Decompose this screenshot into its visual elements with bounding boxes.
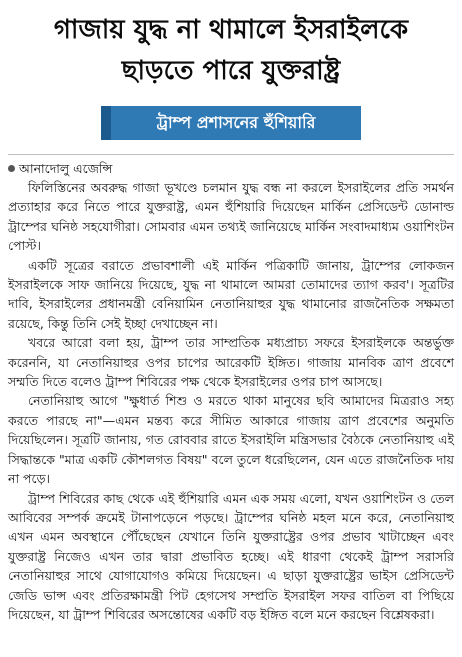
- bullet-icon: [8, 165, 15, 172]
- headline-line-2: ছাড়তে পারে যুক্তরাষ্ট্র: [121, 56, 341, 86]
- subheading: ট্রাম্প প্রশাসনের হুঁশিয়ারি: [101, 106, 362, 140]
- paragraph: একটি সূত্রের বরাতে প্রভাবশালী এই মার্কিন পত্রিকাটি জানায়, ট্রাম্পের লোকজন ইসরাইলকে সাফ জানিয়ে দিয়েছে, যুদ্ধ না থামালে আমরা তোমাদের ত্যাগ করব'। সূত্রটির দাবি, ইসরাইলের প্রধানমন্ত্রী বেনিয়ামিন নেতানিয়াহুর যুদ্ধ থামানোর রাজনৈতিক সক্ষমতা রয়েছে, কিন্তু তিনি সেই ইচ্ছা দেখাচ্ছেন না।: [8, 257, 454, 331]
- article-body: [8, 178, 454, 624]
- headline-line-1: গাজায় যুদ্ধ না থামালে ইসরাইলকে: [53, 15, 409, 45]
- byline: [8, 159, 454, 178]
- divider: [8, 154, 454, 155]
- byline-text: আনাদোলু এজেন্সি: [19, 161, 113, 176]
- subheading-banner: [8, 106, 454, 140]
- headline: [8, 10, 454, 92]
- paragraph: ফিলিস্তিনের অবরুদ্ধ গাজা ভূখণ্ডে চলমান যুদ্ধ বন্ধ না করলে ইসরাইলের প্রতি সমর্থন প্রত্যাহার করে নিতে পারে যুক্তরাষ্ট্র, এমন হুঁশিয়ারি দিয়েছেন মার্কিন প্রেসিডেন্ট ডোনাল্ড ট্রাম্পের ঘনিষ্ঠ সহযোগীরা। সোমবার এমন তথ্যই জানিয়েছে মার্কিন সংবাদমাধ্যম ওয়াশিংটন পোস্ট।: [8, 180, 454, 254]
- paragraph: খবরে আরো বলা হয়, ট্রাম্প তার সাম্প্রতিক মধ্যপ্রাচ্য সফরে ইসরাইলকে অন্তর্ভুক্ত করেননি, যা নেতানিয়াহুর ওপর চাপের আরেকটি ইঙ্গিত। গাজায় মানবিক ত্রাণ প্রবেশে সম্মতি দিতে বলেও ট্রাম্প শিবিরের পক্ষ থেকে ইসরাইলের ওপর চাপ আসছে।: [8, 335, 454, 390]
- paragraph: ট্রাম্প শিবিরের কাছ থেকে এই হুঁশিয়ারি এমন এক সময় এলো, যখন ওয়াশিংটন ও তেল আবিবের সম্পর্ক ক্রমেই টানাপড়েনে পড়ছে। ট্রাম্পের ঘনিষ্ঠ মহল মনে করে, নেতানিয়াহু এখন এমন অবস্থানে পৌঁছেছেন যেখানে তিনি যুক্তরাষ্ট্রের ওপর প্রভাব খাটাচ্ছেন এবং যুক্তরাষ্ট্র নিজেও এখন তার দ্বারা প্রভাবিত হচ্ছে। এই ধারণা থেকেই ট্রাম্প সরাসরি নেতানিয়াহুর সাথে যোগাযোগও কমিয়ে দিয়েছেন। এ ছাড়া যুক্তরাষ্ট্রের ভাইস প্রেসিডেন্ট জেডি ভান্স এবং প্রতিরক্ষামন্ত্রী পিট হেগসেথ সম্প্রতি ইসরাইল সফর বাতিল বা পিছিয়ে দিয়েছেন, যা ট্রাম্প শিবিরের অসন্তোষের একটি বড় ইঙ্গিত বলে মনে করছেন বিশ্লেষকরা।: [8, 490, 454, 622]
- paragraph: নেতানিয়াহু আগে "ক্ষুধার্ত শিশু ও মরতে থাকা মানুষের ছবি আমাদের মিত্ররাও সহ্য করতে পারছে না"—এমন মন্তব্য করে সীমিত আকারে গাজায় ত্রাণ প্রবেশের অনুমতি দিয়েছিলেন। সূত্রটি জানায়, গত রোববার রাতে ইসরাইলি মন্ত্রিসভার বৈঠকে নেতানিয়াহু এই সিদ্ধান্তকে "মাত্র একটি কৌশলগত বিষয়" বলে তুলে ধরেছিলেন, যেন এতে রাজনৈতিক দায় না পড়ে।: [8, 393, 454, 487]
